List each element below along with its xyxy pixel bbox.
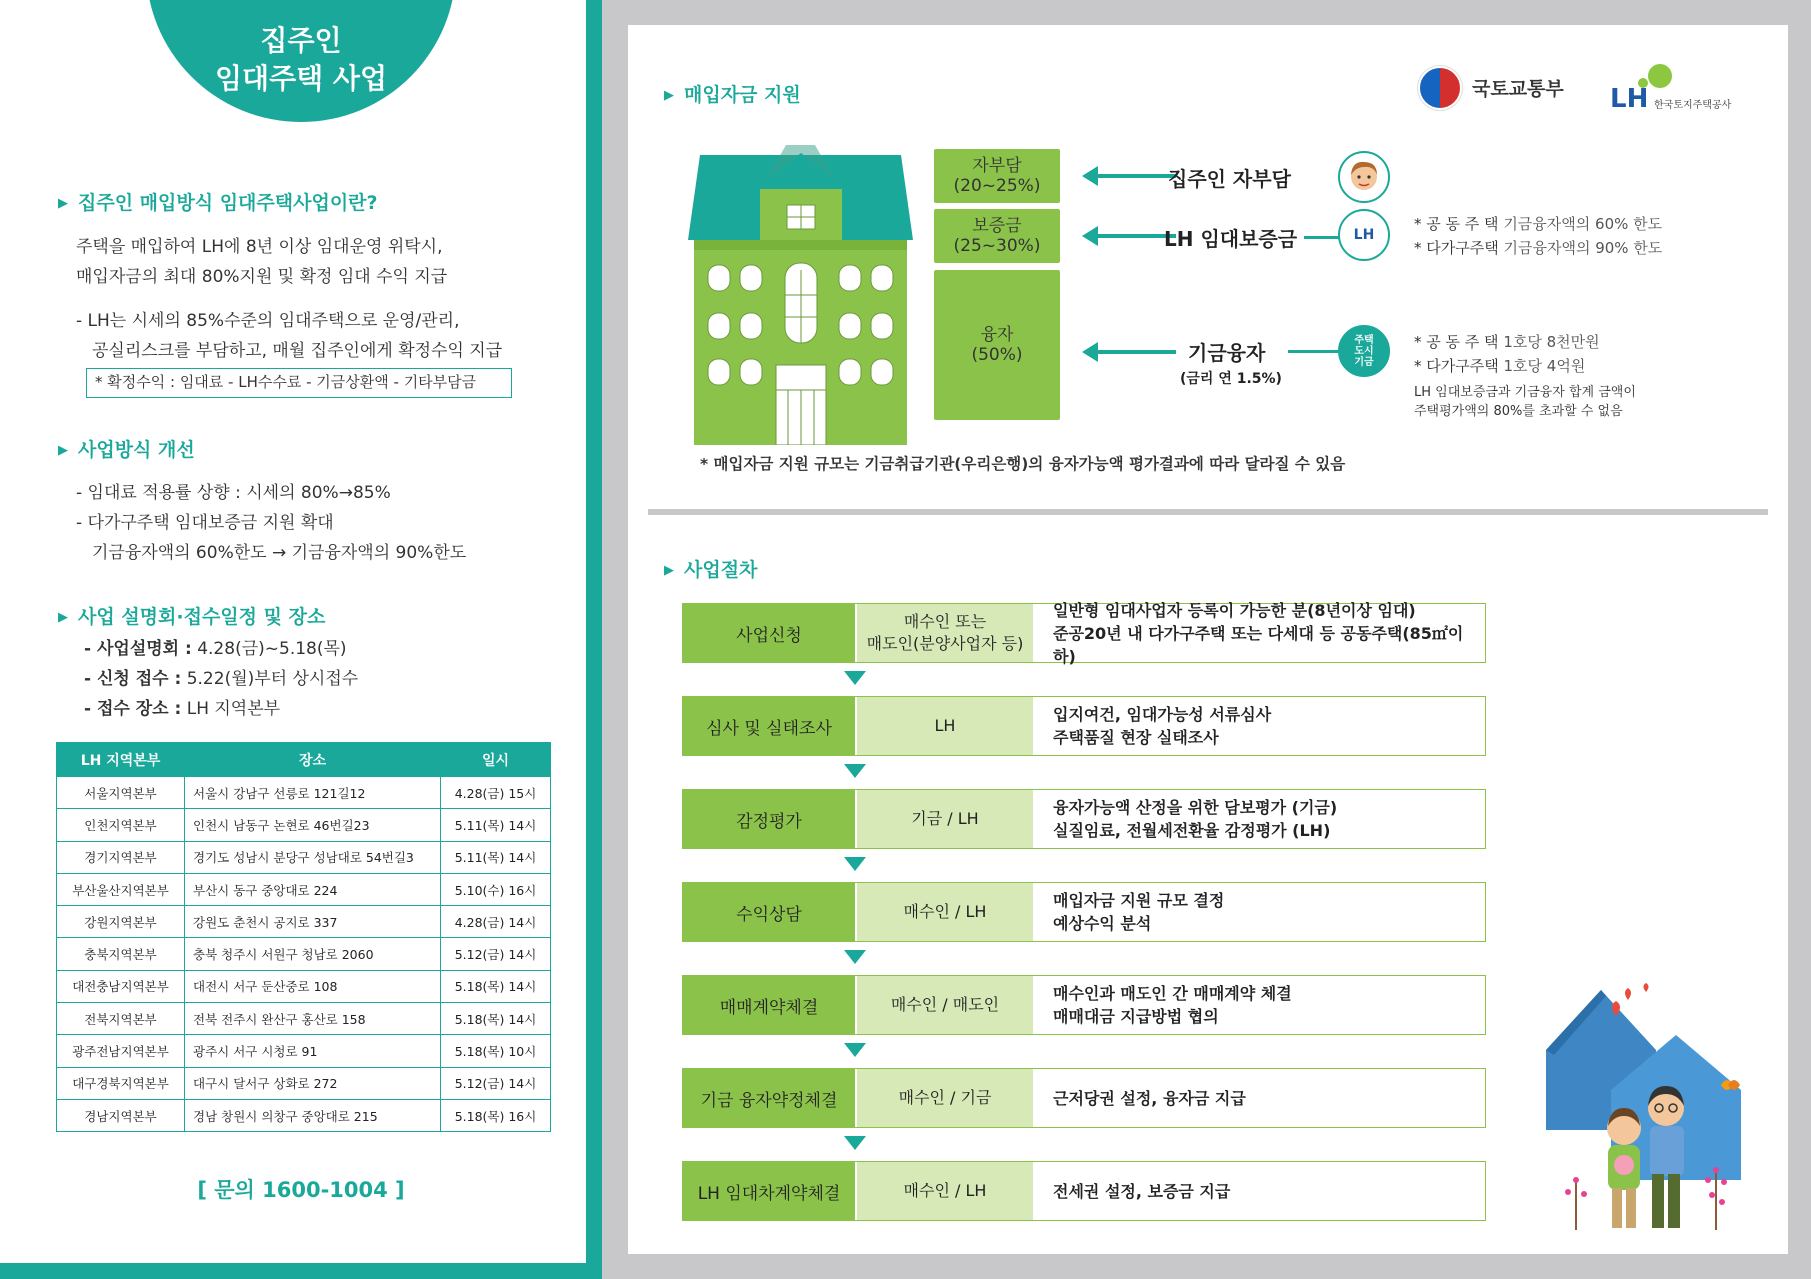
inquiry-phone: [ 문의 1600-1004 ] xyxy=(197,1178,405,1202)
datetime-cell: 5.10(수) 16시 xyxy=(441,873,551,905)
fund-icon-text: 도시 xyxy=(1354,345,1374,357)
step-actor xyxy=(855,1162,1035,1220)
step-description-line: 예상수익 분석 xyxy=(1053,914,1152,933)
table-row xyxy=(57,841,551,873)
lh-logo-subtext: 한국토지주택공사 xyxy=(1654,100,1732,111)
fund-box-self xyxy=(934,149,1060,203)
title-tab xyxy=(146,0,456,122)
datetime-cell: 5.18(목) 14시 xyxy=(441,1003,551,1035)
step-description-line: 입지여건, 임대가능성 서류심사 xyxy=(1053,705,1272,724)
step-actor xyxy=(855,604,1035,662)
improve-line-1: - 임대료 적용률 상향 : 시세의 80%→85% xyxy=(76,483,391,503)
flow-label-deposit: LH 임대보증금 xyxy=(1164,227,1298,251)
intro-line-2: 매입자금의 최대 80%지원 및 확정 임대 수익 지급 xyxy=(76,267,448,287)
step-description xyxy=(1035,600,1485,666)
lh-logo xyxy=(1610,60,1760,120)
step-description xyxy=(1035,976,1485,1034)
table-row xyxy=(57,1067,551,1099)
step-description-line: 전세권 설정, 보증금 지급 xyxy=(1053,1181,1231,1201)
region-cell: 인천지역본부 xyxy=(57,809,185,841)
down-arrow-icon xyxy=(844,1136,866,1150)
arrow-left-icon xyxy=(1096,174,1176,178)
step-actor xyxy=(855,697,1035,755)
procedure-step xyxy=(682,1068,1486,1128)
section-heading-schedule: ▶ 사업 설명회·접수일정 및 장소 xyxy=(58,602,325,629)
procedure-step xyxy=(682,789,1486,849)
table-row xyxy=(57,809,551,841)
datetime-cell: 5.12(금) 14시 xyxy=(441,938,551,970)
note-value: 기금융자액의 90% 한도 xyxy=(1503,239,1663,257)
house-icon xyxy=(688,145,913,445)
step-description xyxy=(1035,697,1485,755)
step-actor-line: 기금 / LH xyxy=(911,809,979,828)
region-cell: 서울지역본부 xyxy=(57,777,185,809)
note-label: * 다가구주택 xyxy=(1414,239,1504,257)
funding-scale-note: * 매입자금 지원 규모는 기금취급기관(우리은행)의 융자가능액 평가결과에 따라 달라질 수 있음 xyxy=(700,455,1346,473)
step-description-line: 매수인과 매도인 간 매매계약 체결 xyxy=(1053,984,1292,1003)
place-cell: 인천시 남동구 논현로 46번길23 xyxy=(185,809,441,841)
right-panel xyxy=(628,25,1788,1254)
note-deposit-apartment xyxy=(1414,213,1662,234)
schedule-value: LH 지역본부 xyxy=(181,699,281,719)
down-arrow-icon xyxy=(844,857,866,871)
procedure-step xyxy=(682,1161,1486,1221)
procedure-step xyxy=(682,696,1486,756)
section-heading-procedure: ▶ 사업절차 xyxy=(664,555,757,582)
procedure-step xyxy=(682,600,1486,666)
lh-logo-dot-icon xyxy=(1648,64,1672,88)
fund-icon-text: 기금 xyxy=(1354,356,1374,368)
note-cap-line-1: LH 임대보증금과 기금융자 합계 금액이 xyxy=(1414,385,1636,400)
step-name: 사업신청 xyxy=(683,604,855,662)
connector-line xyxy=(1288,350,1342,353)
place-cell: 강원도 춘천시 공지로 337 xyxy=(185,906,441,938)
improve-line-3: 기금융자액의 60%한도 → 기금융자액의 90%한도 xyxy=(92,543,467,563)
region-office-table xyxy=(56,742,551,1132)
step-name: 감정평가 xyxy=(683,790,855,848)
down-arrow-icon xyxy=(844,671,866,685)
down-arrow-icon xyxy=(844,950,866,964)
lh-circle-icon xyxy=(1338,209,1390,261)
flow-label-self: 집주인 자부담 xyxy=(1168,167,1291,191)
step-description-line: 주택품질 현장 실태조사 xyxy=(1053,728,1219,747)
step-description-line: 매입자금 지원 규모 결정 xyxy=(1053,891,1225,910)
note-label: * 다가구주택 xyxy=(1414,357,1504,375)
note-deposit-multifamily xyxy=(1414,237,1662,258)
step-actor-line: 매수인 / LH xyxy=(903,1181,987,1200)
place-cell: 대구시 달서구 상화로 272 xyxy=(185,1067,441,1099)
fund-box-percent: (25~30%) xyxy=(953,236,1041,256)
region-cell: 전북지역본부 xyxy=(57,1003,185,1035)
flow-label-loan: 기금융자 xyxy=(1188,341,1266,365)
region-cell: 대구경북지역본부 xyxy=(57,1067,185,1099)
step-description xyxy=(1035,790,1485,848)
note-loan-apartment xyxy=(1414,331,1600,352)
table-row xyxy=(57,970,551,1002)
fund-box-label: 보증금 xyxy=(972,216,1022,236)
place-cell: 경남 창원시 의창구 중앙대로 215 xyxy=(185,1099,441,1131)
header-place: 장소 xyxy=(185,743,441,777)
schedule-item-application xyxy=(84,664,358,694)
step-description xyxy=(1035,883,1485,941)
schedule-label: - 신청 접수 : xyxy=(84,669,182,689)
fund-box-percent: (50%) xyxy=(971,345,1023,365)
improve-line-2: - 다가구주택 임대보증금 지원 확대 xyxy=(76,513,334,533)
loan-interest-rate: (금리 연 1.5%) xyxy=(1180,371,1282,387)
section-heading-funding: ▶ 매입자금 지원 xyxy=(664,80,801,107)
step-actor xyxy=(855,790,1035,848)
lh-logo-text: LH xyxy=(1610,84,1649,114)
header-datetime: 일시 xyxy=(441,743,551,777)
down-arrow-icon xyxy=(844,764,866,778)
taegeuk-logo-icon xyxy=(1418,66,1462,110)
step-name: 심사 및 실태조사 xyxy=(683,697,855,755)
region-cell: 경기지역본부 xyxy=(57,841,185,873)
step-description-line: 실질임료, 전월세전환율 감정평가 (LH) xyxy=(1053,821,1331,840)
step-description xyxy=(1035,1162,1485,1220)
datetime-cell: 4.28(금) 15시 xyxy=(441,777,551,809)
note-loan-multifamily xyxy=(1414,355,1585,376)
procedure-step xyxy=(682,975,1486,1035)
place-cell: 부산시 동구 중앙대로 224 xyxy=(185,873,441,905)
fund-box-label: 융자 xyxy=(980,325,1014,345)
procedure-step xyxy=(682,882,1486,942)
fund-box-deposit xyxy=(934,209,1060,263)
owner-face-icon xyxy=(1338,151,1390,203)
family-house-illustration-icon xyxy=(1516,980,1786,1240)
step-actor-line: 매수인 / 매도인 xyxy=(890,995,1000,1014)
arrow-left-icon xyxy=(1096,350,1176,354)
housing-fund-icon xyxy=(1338,325,1390,377)
region-cell: 경남지역본부 xyxy=(57,1099,185,1131)
fund-icon-text: 주택 xyxy=(1354,334,1374,346)
datetime-cell: 5.18(목) 16시 xyxy=(441,1099,551,1131)
schedule-label: - 사업설명회 : xyxy=(84,639,192,659)
step-actor-line: LH xyxy=(934,716,956,735)
step-description-line: 준공20년 내 다가구주택 또는 다세대 등 공동주택(85㎡이하) xyxy=(1053,623,1464,666)
fund-box-loan xyxy=(934,270,1060,420)
place-cell: 광주시 서구 시청로 91 xyxy=(185,1035,441,1067)
region-cell: 강원지역본부 xyxy=(57,906,185,938)
note-cap-line-2: 주택평가액의 80%를 초과할 수 없음 xyxy=(1414,404,1623,419)
note-value: 1호당 8천만원 xyxy=(1503,333,1600,351)
datetime-cell: 5.11(목) 14시 xyxy=(441,841,551,873)
step-actor-line: 매수인 또는 xyxy=(903,612,987,631)
intro-line-3: - LH는 시세의 85%수준의 임대주택으로 운영/관리, xyxy=(76,311,460,331)
step-name: 수익상담 xyxy=(683,883,855,941)
region-cell: 부산울산지역본부 xyxy=(57,873,185,905)
note-label: * 공 동 주 택 xyxy=(1414,333,1504,351)
left-panel-content xyxy=(0,0,586,1263)
schedule-value: 4.28(금)~5.18(목) xyxy=(191,639,347,659)
fixed-income-note: * 확정수익 : 임대료 - LH수수료 - 기금상환액 - 기타부담금 xyxy=(86,368,512,398)
datetime-cell: 5.12(금) 14시 xyxy=(441,1067,551,1099)
table-header-row xyxy=(57,743,551,777)
down-arrow-icon xyxy=(844,1043,866,1057)
intro-line-4: 공실리스크를 부담하고, 매월 집주인에게 확정수익 지급 xyxy=(92,341,503,361)
step-actor-line: 매도인(분양사업자 등) xyxy=(866,634,1024,653)
schedule-label: - 접수 장소 : xyxy=(84,699,182,719)
step-actor xyxy=(855,976,1035,1034)
table-row xyxy=(57,1035,551,1067)
step-description-line: 융자가능액 산정을 위한 담보평가 (기금) xyxy=(1053,798,1338,817)
step-name: 매매계약체결 xyxy=(683,976,855,1034)
ministry-name: 국토교통부 xyxy=(1472,78,1564,100)
table-row xyxy=(57,1003,551,1035)
header-region: LH 지역본부 xyxy=(57,743,185,777)
table-row xyxy=(57,1099,551,1131)
title-line-2: 임대주택 사업 xyxy=(214,62,388,95)
place-cell: 경기도 성남시 분당구 성남대로 54번길3 xyxy=(185,841,441,873)
datetime-cell: 5.18(목) 10시 xyxy=(441,1035,551,1067)
table-row xyxy=(57,777,551,809)
step-description-line: 일반형 임대사업자 등록이 가능한 분(8년이상 임대) xyxy=(1053,600,1416,620)
region-cell: 광주전남지역본부 xyxy=(57,1035,185,1067)
step-description xyxy=(1035,1069,1485,1127)
table-row xyxy=(57,906,551,938)
step-actor-line: 매수인 / LH xyxy=(903,902,987,921)
intro-line-1: 주택을 매입하여 LH에 8년 이상 임대운영 위탁시, xyxy=(76,237,443,257)
step-actor xyxy=(855,883,1035,941)
datetime-cell: 5.11(목) 14시 xyxy=(441,809,551,841)
region-cell: 대전충남지역본부 xyxy=(57,970,185,1002)
region-cell: 충북지역본부 xyxy=(57,938,185,970)
schedule-item-place xyxy=(84,694,280,724)
table-row xyxy=(57,873,551,905)
datetime-cell: 5.18(목) 14시 xyxy=(441,970,551,1002)
fund-box-label: 자부담 xyxy=(972,156,1022,176)
schedule-value: 5.22(월)부터 상시접수 xyxy=(181,669,359,689)
note-value: 1호당 4억원 xyxy=(1503,357,1586,375)
section-heading-what-is: ▶ 집주인 매입방식 임대주택사업이란? xyxy=(58,188,378,215)
section-heading-improvement: ▶ 사업방식 개선 xyxy=(58,435,195,462)
table-row xyxy=(57,938,551,970)
lh-circle-text: LH xyxy=(1353,227,1375,243)
datetime-cell: 4.28(금) 14시 xyxy=(441,906,551,938)
step-actor xyxy=(855,1069,1035,1127)
fund-box-percent: (20~25%) xyxy=(953,176,1041,196)
place-cell: 서울시 강남구 선릉로 121길12 xyxy=(185,777,441,809)
note-label: * 공 동 주 택 xyxy=(1414,215,1504,233)
step-description-line: 매매대금 지급방법 협의 xyxy=(1053,1007,1219,1026)
step-description-line: 근저당권 설정, 융자금 지급 xyxy=(1053,1088,1246,1108)
left-panel xyxy=(0,0,602,1279)
schedule-item-briefing xyxy=(84,634,347,664)
title-line-1: 집주인 xyxy=(260,24,342,57)
section-divider xyxy=(648,509,1768,515)
step-name: LH 임대차계약체결 xyxy=(683,1162,855,1220)
place-cell: 전북 전주시 완산구 홍산로 158 xyxy=(185,1003,441,1035)
place-cell: 충북 청주시 서원구 청남로 2060 xyxy=(185,938,441,970)
note-value: 기금융자액의 60% 한도 xyxy=(1503,215,1663,233)
step-name: 기금 융자약정체결 xyxy=(683,1069,855,1127)
step-actor-line: 매수인 / 기금 xyxy=(898,1088,992,1107)
place-cell: 대전시 서구 둔산중로 108 xyxy=(185,970,441,1002)
